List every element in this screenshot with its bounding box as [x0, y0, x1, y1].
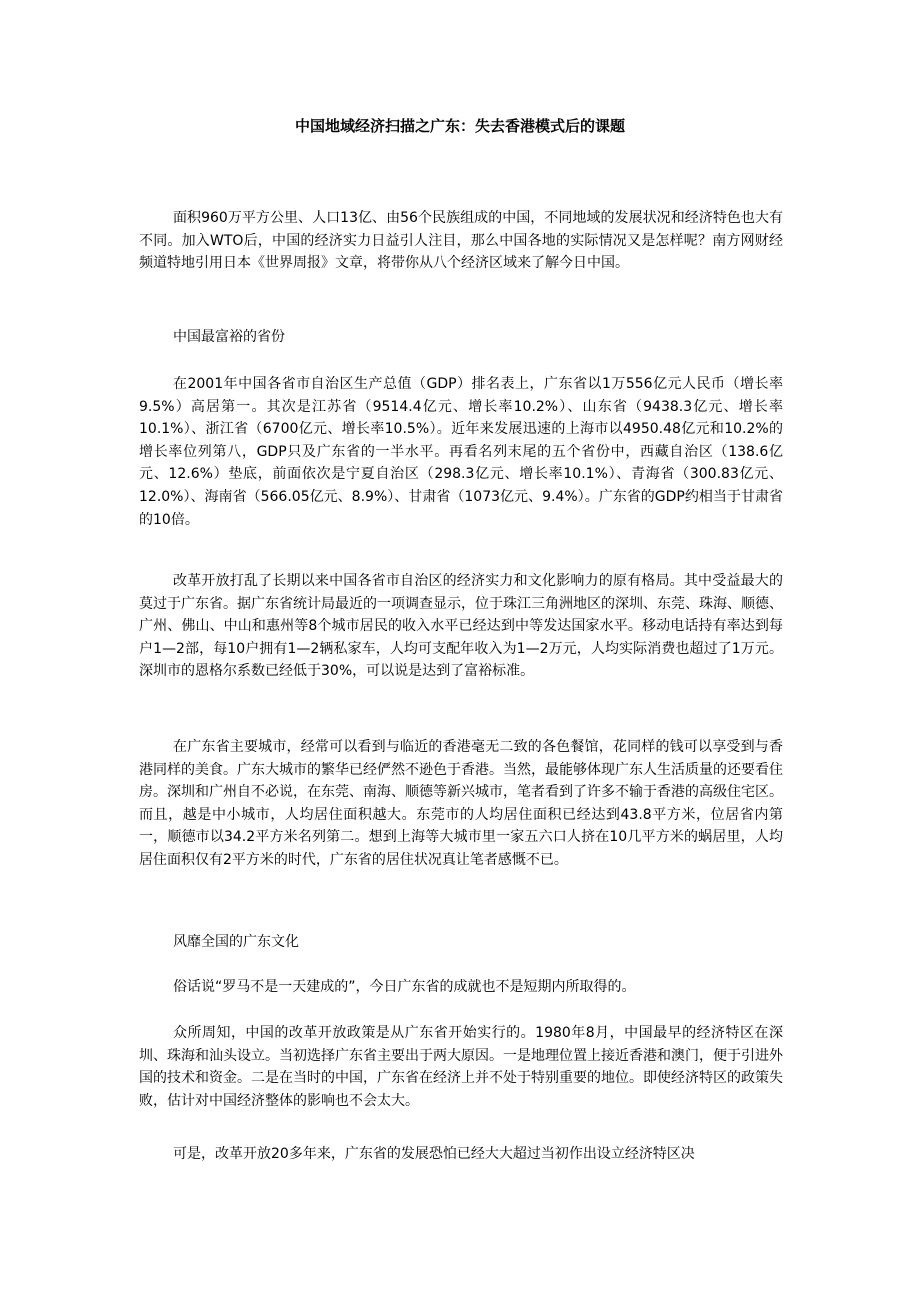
section-heading-richest-province: 中国最富裕的省份 — [173, 329, 285, 345]
paragraph-special-economic-zones: 众所周知，中国的改革开放政策是从广东省开始实行的。1980年8月，中国最早的经济特区在深圳、珠海和汕头设立。当初选择广东省主要出于两大原因。一是地理位置上接近香港和澳门，便于引进外国的技术和资金。二是在当时的中国，广东省在经济上并不处于特别重要的地位。即使经济特区的政策失败，估计对中国经济整体的影响也不会太大。 — [139, 1025, 783, 1109]
section-heading-guangdong-culture: 风靡全国的广东文化 — [173, 934, 299, 950]
paragraph-rome-proverb: 俗话说“罗马不是一天建成的”，今日广东省的成就也不是短期内所取得的。 — [173, 979, 636, 995]
paragraph-development-continued: 可是，改革开放20多年来，广东省的发展恐怕已经大大超过当初作出设立经济特区决 — [173, 1146, 695, 1162]
paragraph-reform-impact: 改革开放打乱了长期以来中国各省市自治区的经济实力和文化影响力的原有格局。其中受益最大的莫过于广东省。据广东省统计局最近的一项调查显示，位于珠江三角洲地区的深圳、东莞、珠海、顺德、广州、佛山、中山和惠州等8个城市居民的收入水平已经达到中等发达国家水平。移动电话持有率达到每户1—2部，每10户拥有1—2辆私家车，人均可支配年收入为1—2万元，人均实际消费也超过了1万元。深圳市的恩格尔系数已经低于30%，可以说是达到了富裕标准。 — [139, 573, 783, 680]
paragraph-living-standards: 在广东省主要城市，经常可以看到与临近的香港毫无二致的各色餐馆，花同样的钱可以享受到与香港同样的美食。广东大城市的繁华已经俨然不逊色于香港。当然，最能够体现广东人生活质量的还要看住房。深圳和广州自不必说，在东莞、南海、顺德等新兴城市，笔者看到了许多不输于香港的高级住宅区。而且，越是中小城市，人均居住面积越大。东莞市的人均居住面积已经达到43.8平方米，位居省内第一，顺德市以34.2平方米名列第二。想到上海等大城市里一家五六口人挤在10几平方米的蜗居里，人均居住面积仅有2平方米的时代，广东省的居住状况真让笔者感慨不已。 — [139, 739, 783, 868]
document-title: 中国地域经济扫描之广东：失去香港模式后的课题 — [294, 117, 625, 135]
paragraph-gdp-ranking: 在2001年中国各省市自治区生产总值（GDP）排名表上，广东省以1万556亿元人民币（增长率9.5%）高居第一。其次是江苏省（9514.4亿元、增长率10.2%）、山东省（9438.3亿元、增长率10.1%）、浙江省（6700亿元、增长率10.5%）。近年来发展迅速的上海市以4950.48亿元和10.2%的增长率位列第八，GDP只及广东省的一半水平。再看名列末尾的五个省份中，西藏自治区（138.6亿元、12.6%）垫底，前面依次是宁夏自治区（298.3亿元、增长率10.1%）、青海省（300.83亿元、12.0%）、海南省（566.05亿元、8.9%）、甘肃省（1073亿元、9.4%）。广东省的GDP约相当于甘肃省的10倍。 — [139, 376, 783, 528]
intro-paragraph: 面积960万平方公里、人口13亿、由56个民族组成的中国，不同地域的发展状况和经济特色也大有不同。加入WTO后，中国的经济实力日益引人注目，那么中国各地的实际情况又是怎样呢？南方网财经频道特地引用日本《世界周报》文章，将带你从八个经济区域来了解今日中国。 — [139, 210, 783, 272]
